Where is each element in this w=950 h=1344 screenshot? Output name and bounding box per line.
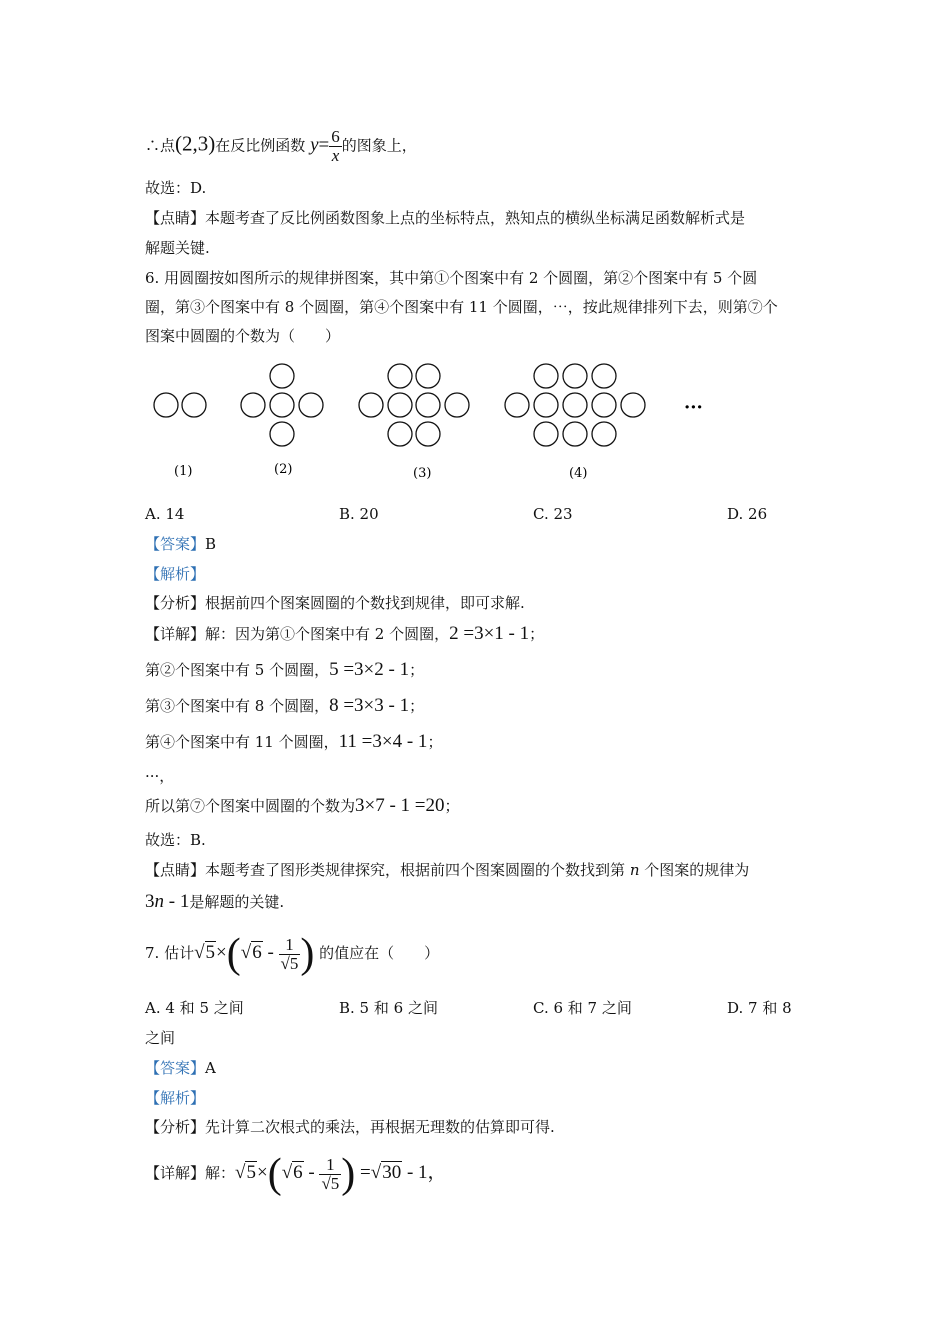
fraction [279,936,301,973]
fraction-num: 6 [331,127,340,146]
figure-circle [416,393,440,417]
math-var: n [629,861,640,879]
q6-choose: 故选：B. [145,831,206,849]
sqrt-5: √5 [235,1162,256,1183]
text: 本题考查了反比例函数图象上点的坐标特点，熟知点的横纵坐标满足函数解析式是 [205,209,746,227]
q6-option-c: C. 23 [533,505,573,523]
text: 在反比例函数 [215,136,306,155]
q6-xiangjie-1 [145,622,544,646]
text: 根据前四个图案圆圈的个数找到规律，即可求解. [205,594,525,612]
q6-stem-2: 圈，第③个图案中有 8 个圆圈，第④个图案中有 11 个圆圈，⋯，按此规律排列下去，则第⑦个 [145,298,778,316]
text: 所以第⑦个图案中圆圈的个数为 [145,797,356,815]
text: 第④个图案中有 11 个圆圈， [145,733,339,751]
math-expression: 3×7 - 1 =20 [355,795,445,816]
figure-circle [621,393,645,417]
q6-xiangjie-3 [145,694,424,718]
tag: 【详解】 [145,1164,206,1182]
punct: ； [427,733,443,751]
sqrt-5: √5 [194,942,216,963]
text: 本题考查了图形类规律探究，根据前四个图案圆圈的个数找到第 [205,861,626,879]
text: 是解题的关键. [189,893,285,911]
q6-option-a: A. 14 [145,505,185,523]
fraction-num: 1 [279,936,301,955]
q5-conclusion-line [145,128,417,165]
tag: 【分析】 [145,1118,206,1136]
math-op: × [256,1162,268,1183]
text: 的值应在（ ） [319,944,440,962]
math-expression: 8 =3×3 - 1 [329,695,410,716]
figure-label-3: (3) [413,466,432,481]
radicand: 6 [293,1162,303,1183]
radicand: 6 [252,942,262,963]
answer-tag: 【答案】 [145,535,206,553]
q5-dianjing-line2: 解题关键. [145,239,210,257]
q6-fenxi [145,593,525,613]
figure-label-2: (2) [274,462,293,477]
figure-circle [534,422,558,446]
tag: 【详解】 [145,625,206,643]
q6-xiangjie-4 [145,730,442,754]
right-paren: ) [341,1151,356,1197]
answer-value: B [205,535,217,553]
figure-circle [416,364,440,388]
text: 7. 估计 [145,944,195,962]
text: ∴点 [145,136,176,155]
radicand: 5 [246,1162,256,1183]
figure-circle [534,393,558,417]
tag: 【点睛】 [145,209,206,227]
text: 解：因为第①个图案中有 2 个圆圈， [205,625,450,643]
text: 先计算二次根式的乘法，再根据无理数的估算即可得. [205,1118,555,1136]
figure-circle [505,393,529,417]
sqrt-6: √6 [240,942,262,963]
q6-option-d: D. 26 [727,505,768,523]
figure-circle [388,364,412,388]
math-var: y [310,134,319,156]
figure-label-1: (1) [174,464,193,479]
math-eq: = [318,134,330,156]
q5-dianjing-line1 [145,208,745,228]
text: 解： [205,1164,236,1182]
figure-circle [359,393,383,417]
q7-option-c: C. 6 和 7 之间 [533,999,632,1017]
radicand: 5 [205,942,216,963]
punct: ； [529,625,545,643]
text: 个图案的规律为 [644,861,750,879]
math-op: × [216,942,227,963]
q6-stem-3: 图案中圆圈的个数为（ ） [145,327,341,345]
figure-circle [182,393,206,417]
figure-circle [592,393,616,417]
q7-xiangjie [145,1146,447,1200]
punct: ； [444,797,460,815]
q6-xiangjie-2 [145,658,424,682]
q6-jiexi-tag: 【解析】 [145,565,206,583]
figure-label-4: (4) [569,466,588,481]
figure-circle [592,364,616,388]
punct: ； [409,697,425,715]
figure-circle [270,364,294,388]
math-expression: 11 =3×4 - 1 [338,731,428,752]
math-eq: = [355,1162,371,1183]
tag: 【点睛】 [145,861,206,879]
fraction-num: 1 [319,1156,341,1175]
radicand: 5 [330,1173,340,1193]
figure-circle [270,393,294,417]
q6-answer [145,534,216,554]
fraction-den: √5 [321,1173,340,1193]
right-paren: ) [300,931,315,977]
q6-figure [0,355,950,485]
q7-option-a: A. 4 和 5 之间 [145,999,244,1017]
left-paren: ( [226,931,241,977]
figure-circle [241,393,265,417]
figure-circle [534,364,558,388]
q7-option-d: D. 7 和 8 [727,999,792,1017]
fraction [319,1156,341,1193]
figure-circle [299,393,323,417]
q7-option-d-wrap: 之间 [145,1029,176,1047]
answer-value: A [205,1059,216,1077]
fraction-den: x [331,146,340,165]
q7-option-b: B. 5 和 6 之间 [339,999,438,1017]
math-expression: - 1 [164,891,190,912]
figure-circle [563,422,587,446]
q7-jiexi-tag: 【解析】 [145,1089,206,1107]
q6-dianjing-2 [145,890,284,914]
radicand: 30 [382,1162,402,1183]
q6-option-b: B. 20 [339,505,379,523]
figure-circle [416,422,440,446]
sqrt-30: √30 [370,1162,402,1183]
math-num: 3 [145,891,155,912]
left-paren: ( [267,1151,282,1197]
text: 的图象上， [341,136,417,155]
q6-dianjing-1 [145,860,749,880]
math-expression: 5 =3×2 - 1 [329,659,410,680]
q6-xiangjie-5 [145,794,460,818]
figure-circle [388,422,412,446]
figure-circle [592,422,616,446]
figure-circle [563,364,587,388]
q7-stem [145,926,439,980]
text: 第②个图案中有 5 个圆圈， [145,661,330,679]
tag: 【分析】 [145,594,206,612]
sqrt-6: √6 [281,1162,303,1183]
math-var: n [154,891,164,912]
figure-circle [563,393,587,417]
text: 第③个图案中有 8 个圆圈， [145,697,330,715]
figure-ellipsis: ··· [684,397,703,418]
fraction [329,128,342,165]
fraction-den: √5 [280,953,299,973]
figure-circle [388,393,412,417]
answer-tag: 【答案】 [145,1059,206,1077]
q6-stem-1: 6. 用圆圈按如图所示的规律拼图案，其中第①个图案中有 2 个圆圈，第②个图案中有 5 个圆 [145,269,758,287]
q7-answer [145,1058,216,1078]
figure-circle [154,393,178,417]
math-expression: - 1， [402,1162,447,1183]
radicand: 5 [289,953,299,973]
math-op: - [262,942,279,963]
punct: ； [409,661,425,679]
q5-choose: 故选：D. [145,179,207,197]
figure-circle [445,393,469,417]
point-coordinate: (2,3) [175,131,216,156]
math-expression: 2 =3×1 - 1 [449,623,530,644]
q7-fenxi [145,1117,555,1137]
q6-dots: ···， [145,767,175,785]
math-op: - [303,1162,320,1183]
figure-circle [270,422,294,446]
